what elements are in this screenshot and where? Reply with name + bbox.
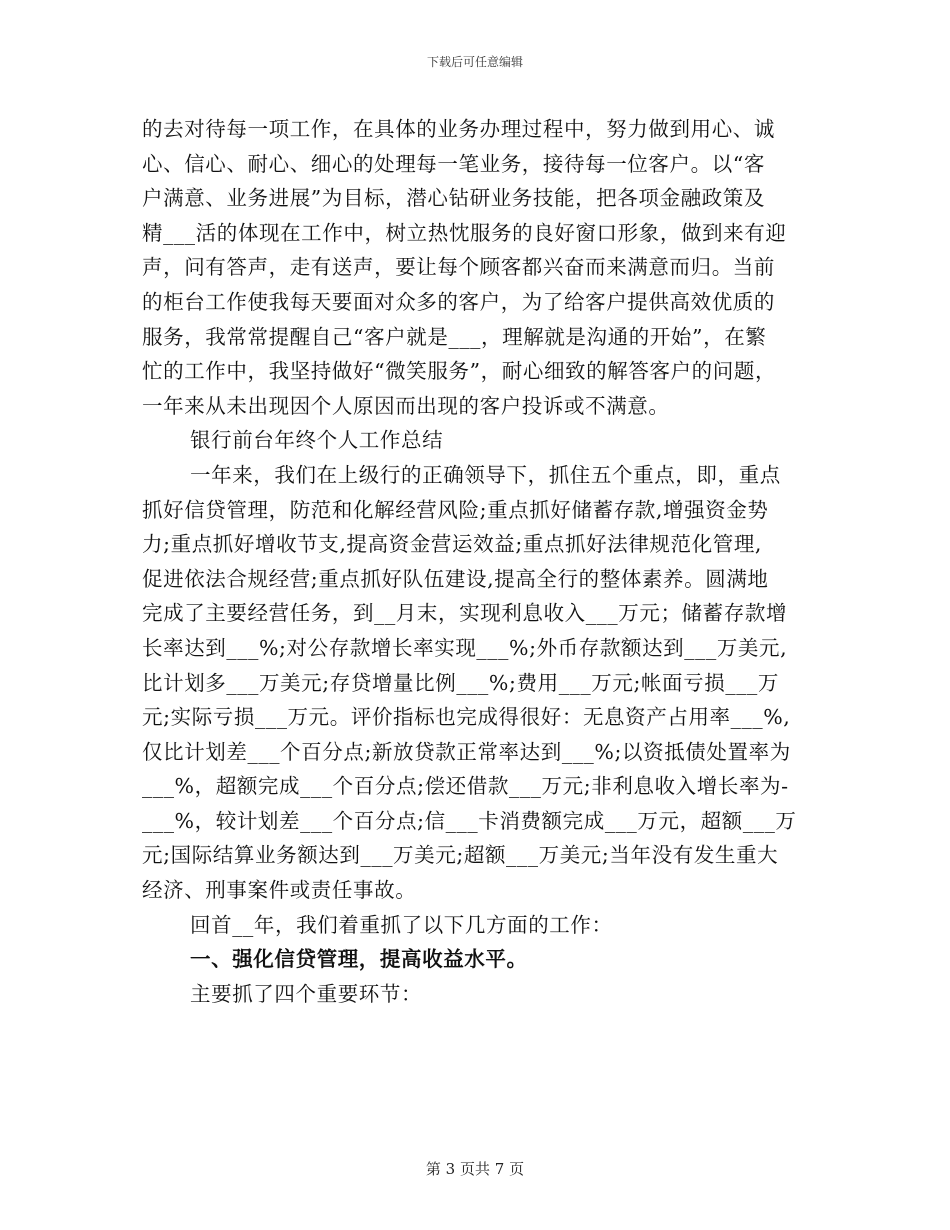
body-line: 力;重点抓好增收节支,提高资金营运效益;重点抓好法律规范化管理, [142, 532, 763, 557]
paragraph-start-line: 主要抓了四个重要环节： [190, 981, 423, 1006]
body-line: 一年来从未出现因个人原因而出现的客户投诉或不满意。 [142, 393, 670, 418]
body-line: 元;国际结算业务额达到___万美元;超额___万美元;当年没有发生重大 [142, 843, 779, 868]
body-line: 元;实际亏损___万元。评价指标也完成得很好：无息资产占用率___%, [142, 705, 791, 730]
body-line: 经济、刑事案件或责任事故。 [142, 878, 417, 903]
body-line: 忙的工作中，我坚持做好“微笑服务”，耐心细致的解答客户的问题， [142, 359, 777, 384]
body-line: 比计划多___万美元;存贷增量比例___%;费用___万元;帐面亏损___万 [142, 670, 779, 695]
body-line: 抓好信贷管理，防范和化解经营风险;重点抓好储蓄存款,增强资金势 [142, 497, 769, 522]
page-header: 下载后可任意编辑 [426, 55, 523, 69]
page-footer: 第 3 页共 7 页 [425, 1160, 525, 1178]
paragraph-start-line: 回首__年，我们着重抓了以下几方面的工作： [190, 912, 613, 937]
body-line: ___%，超额完成___个百分点;偿还借款___万元;非利息收入增长率为- [142, 774, 789, 799]
body-line: 服务，我常常提醒自己“客户就是___，理解就是沟通的开始”，在繁 [142, 324, 767, 349]
document-body [142, 112, 814, 1011]
body-line: 的去对待每一项工作，在具体的业务办理过程中，努力做到用心、诚 [142, 117, 775, 141]
body-line: 户满意、业务进展”为目标，潜心钻研业务技能，把各项金融政策及 [142, 186, 765, 211]
section-heading: 一、强化信贷管理，提高收益水平。 [190, 947, 528, 972]
section-title: 银行前台年终个人工作总结 [190, 428, 444, 453]
body-line: 仅比计划差___个百分点;新放贷款正常率达到___%;以资抵债处置率为 [142, 739, 791, 764]
body-line: 的柜台工作使我每天要面对众多的客户，为了给客户提供高效优质的 [142, 289, 775, 314]
body-line: 心、信心、耐心、细心的处理每一笔业务，接待每一位客户。以“客 [142, 151, 765, 176]
body-line: 完成了主要经营任务，到__月末，实现利息收入___万元；储蓄存款增 [142, 601, 788, 626]
body-line: 精___活的体现在工作中，树立热忱服务的良好窗口形象，做到来有迎 [142, 220, 787, 245]
body-line: 促进依法合规经营;重点抓好队伍建设,提高全行的整体素养。圆满地 [142, 566, 769, 591]
body-line: 声，问有答声，走有送声，要让每个顾客都兴奋而来满意而归。当前 [142, 255, 775, 280]
paragraph-start-line: 一年来，我们在上级行的正确领导下，抓住五个重点，即，重点 [190, 462, 781, 487]
body-line: 长率达到___%;对公存款增长率实现___%;外币存款额达到___万美元, [142, 635, 788, 660]
body-line: ___%，较计划差___个百分点;信___卡消费额完成___万元，超额___万 [142, 808, 797, 833]
